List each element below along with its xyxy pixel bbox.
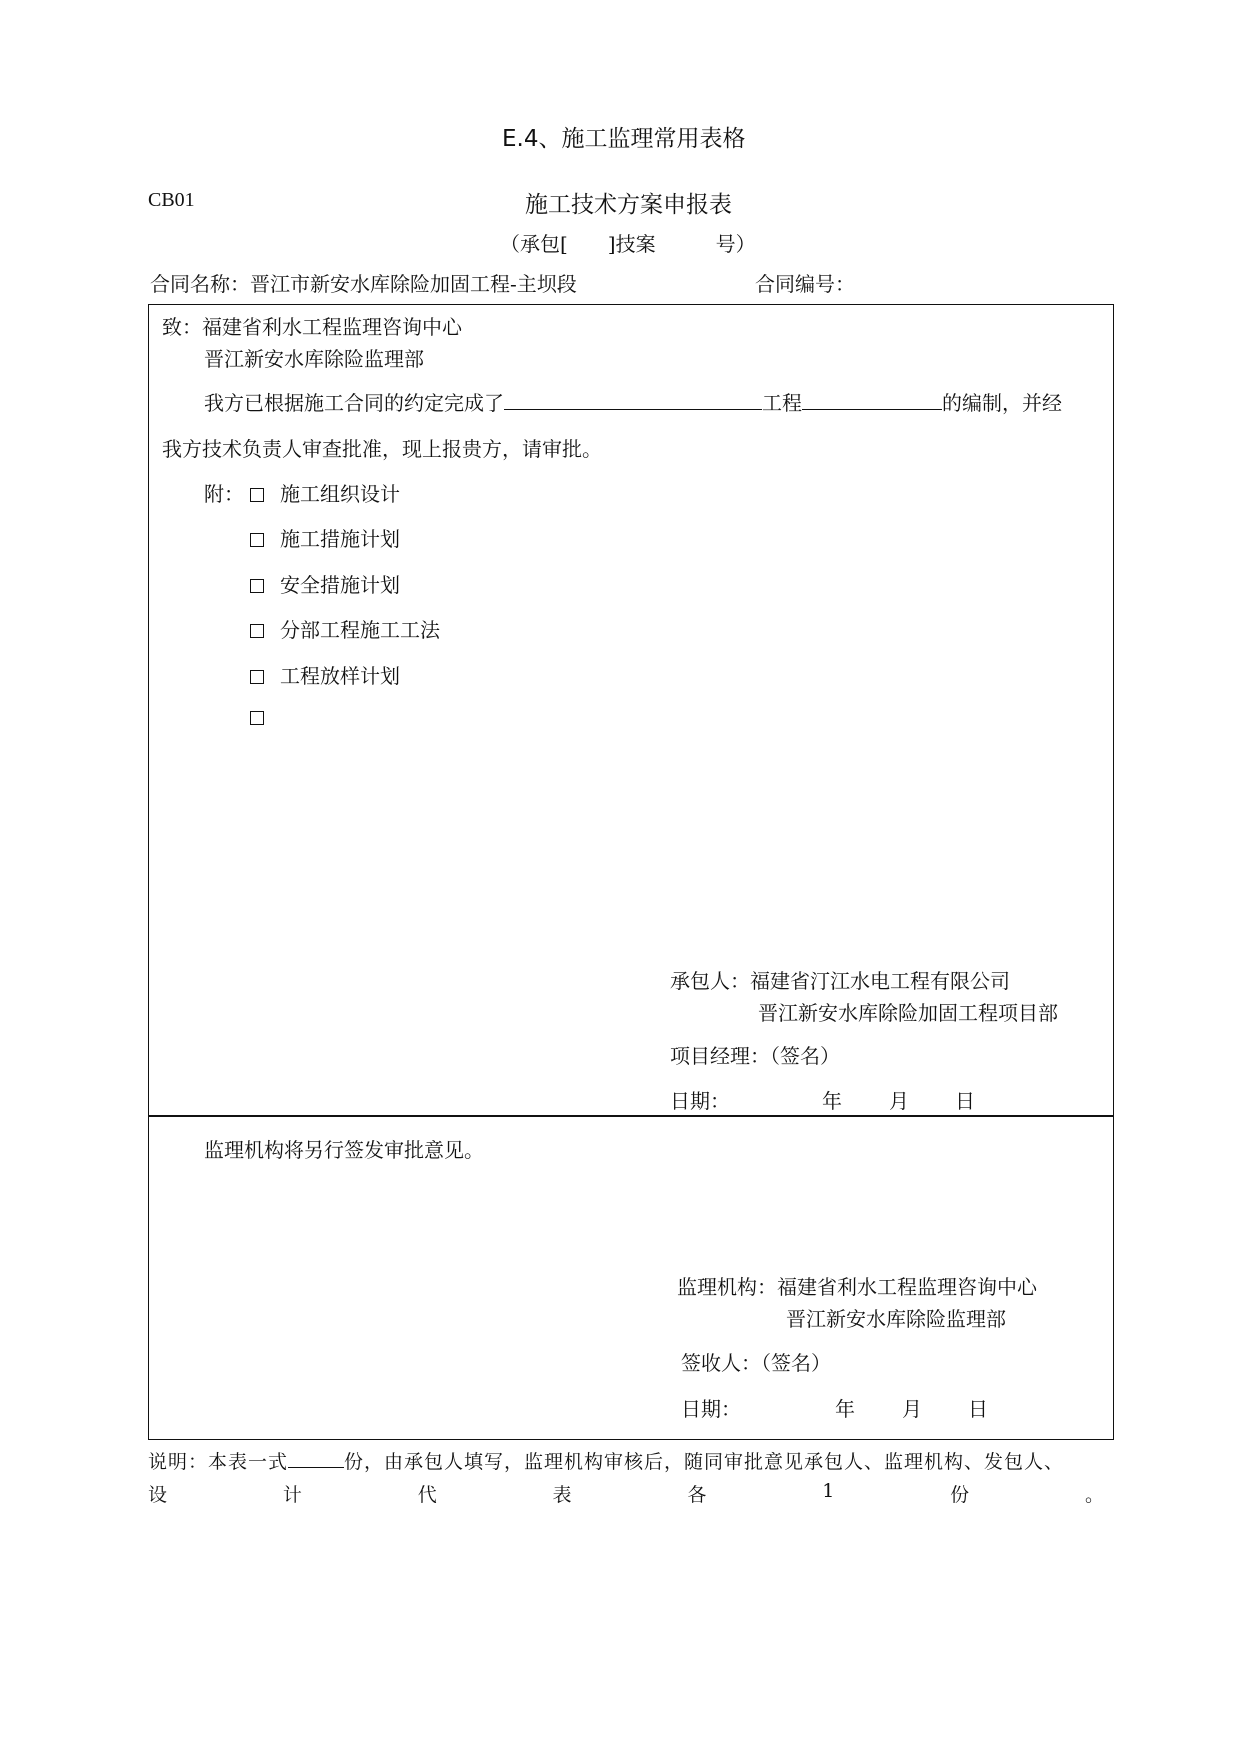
body-line2: 我方技术负责人审查批准，现上报贵方，请审批。 bbox=[162, 437, 602, 461]
contract-number-label: 合同编号： bbox=[755, 272, 855, 296]
copies-blank[interactable] bbox=[288, 1449, 344, 1468]
checkbox[interactable] bbox=[250, 488, 264, 502]
note-part1: 说明：本表一式 bbox=[148, 1451, 289, 1473]
supervision-date-year: 年 bbox=[835, 1397, 855, 1421]
note-char: 计 bbox=[282, 1484, 302, 1506]
section-title: E.4、施工监理常用表格 bbox=[502, 126, 746, 152]
contractor-date-label: 日期： bbox=[670, 1089, 730, 1113]
contractor-line1: 承包人：福建省汀江水电工程有限公司 bbox=[670, 969, 1010, 993]
project-manager-signature: 项目经理：（签名） bbox=[670, 1044, 840, 1068]
supervision-line2: 晋江新安水库除险监理部 bbox=[786, 1307, 1006, 1331]
attachment-item[interactable] bbox=[250, 705, 280, 729]
note-char: 代 bbox=[417, 1484, 437, 1506]
attachment-item[interactable]: 安全措施计划 bbox=[250, 569, 400, 598]
note-char: 份 bbox=[950, 1484, 970, 1506]
note-line2 bbox=[148, 1480, 1104, 1507]
supervision-line1: 监理机构：福建省利水工程监理咨询中心 bbox=[677, 1275, 1037, 1299]
contractor-date-month: 月 bbox=[889, 1089, 909, 1113]
note-char: 1 bbox=[822, 1480, 835, 1502]
receiver-signature: 签收人：（签名） bbox=[681, 1351, 831, 1375]
supervision-opinion: 监理机构将另行签发审批意见。 bbox=[204, 1138, 484, 1162]
project-blank[interactable] bbox=[504, 389, 762, 410]
addressee-line1: 致：福建省利水工程监理咨询中心 bbox=[162, 315, 462, 339]
checkbox[interactable] bbox=[250, 624, 264, 638]
note-char: 。 bbox=[1084, 1484, 1104, 1506]
body-text-part2: 工程 bbox=[762, 391, 802, 415]
body-text-part1: 我方已根据施工合同的约定完成了 bbox=[204, 391, 504, 415]
body-text-part3: 的编制，并经 bbox=[942, 391, 1062, 415]
checkbox[interactable] bbox=[250, 533, 264, 547]
contractor-line2: 晋江新安水库除险加固工程项目部 bbox=[758, 1001, 1058, 1025]
addressee-line2: 晋江新安水库除险监理部 bbox=[204, 347, 424, 371]
attachment-item[interactable]: 施工组织设计 bbox=[250, 478, 400, 507]
form-title: 施工技术方案申报表 bbox=[525, 192, 732, 218]
attachment-item[interactable]: 工程放样计划 bbox=[250, 660, 400, 689]
note-line1 bbox=[148, 1447, 1064, 1474]
body-line1 bbox=[204, 387, 1062, 416]
note-char: 设 bbox=[148, 1484, 168, 1506]
checkbox[interactable] bbox=[250, 711, 264, 725]
application-box bbox=[148, 304, 1114, 1117]
contractor-date-year: 年 bbox=[822, 1089, 842, 1113]
document-blank[interactable] bbox=[802, 389, 942, 410]
attachment-item[interactable]: 分部工程施工工法 bbox=[250, 614, 440, 643]
attachments-prefix: 附： bbox=[204, 482, 244, 506]
note-part2: 份，由承包人填写，监理机构审核后，随同审批意见承包人、监理机构、发包人、 bbox=[344, 1451, 1065, 1473]
checkbox[interactable] bbox=[250, 670, 264, 684]
attachment-item[interactable]: 施工措施计划 bbox=[250, 523, 400, 552]
supervision-date-label: 日期： bbox=[681, 1397, 741, 1421]
note-char: 各 bbox=[687, 1484, 707, 1506]
supervision-date-day: 日 bbox=[968, 1397, 988, 1421]
supervision-date-month: 月 bbox=[902, 1397, 922, 1421]
form-code: CB01 bbox=[148, 189, 195, 211]
form-number: （承包[ ]技案 号） bbox=[500, 232, 756, 256]
contract-name: 合同名称：晋江市新安水库除险加固工程-主坝段 bbox=[150, 272, 577, 296]
note-char: 表 bbox=[552, 1484, 572, 1506]
contractor-date-day: 日 bbox=[955, 1089, 975, 1113]
checkbox[interactable] bbox=[250, 579, 264, 593]
